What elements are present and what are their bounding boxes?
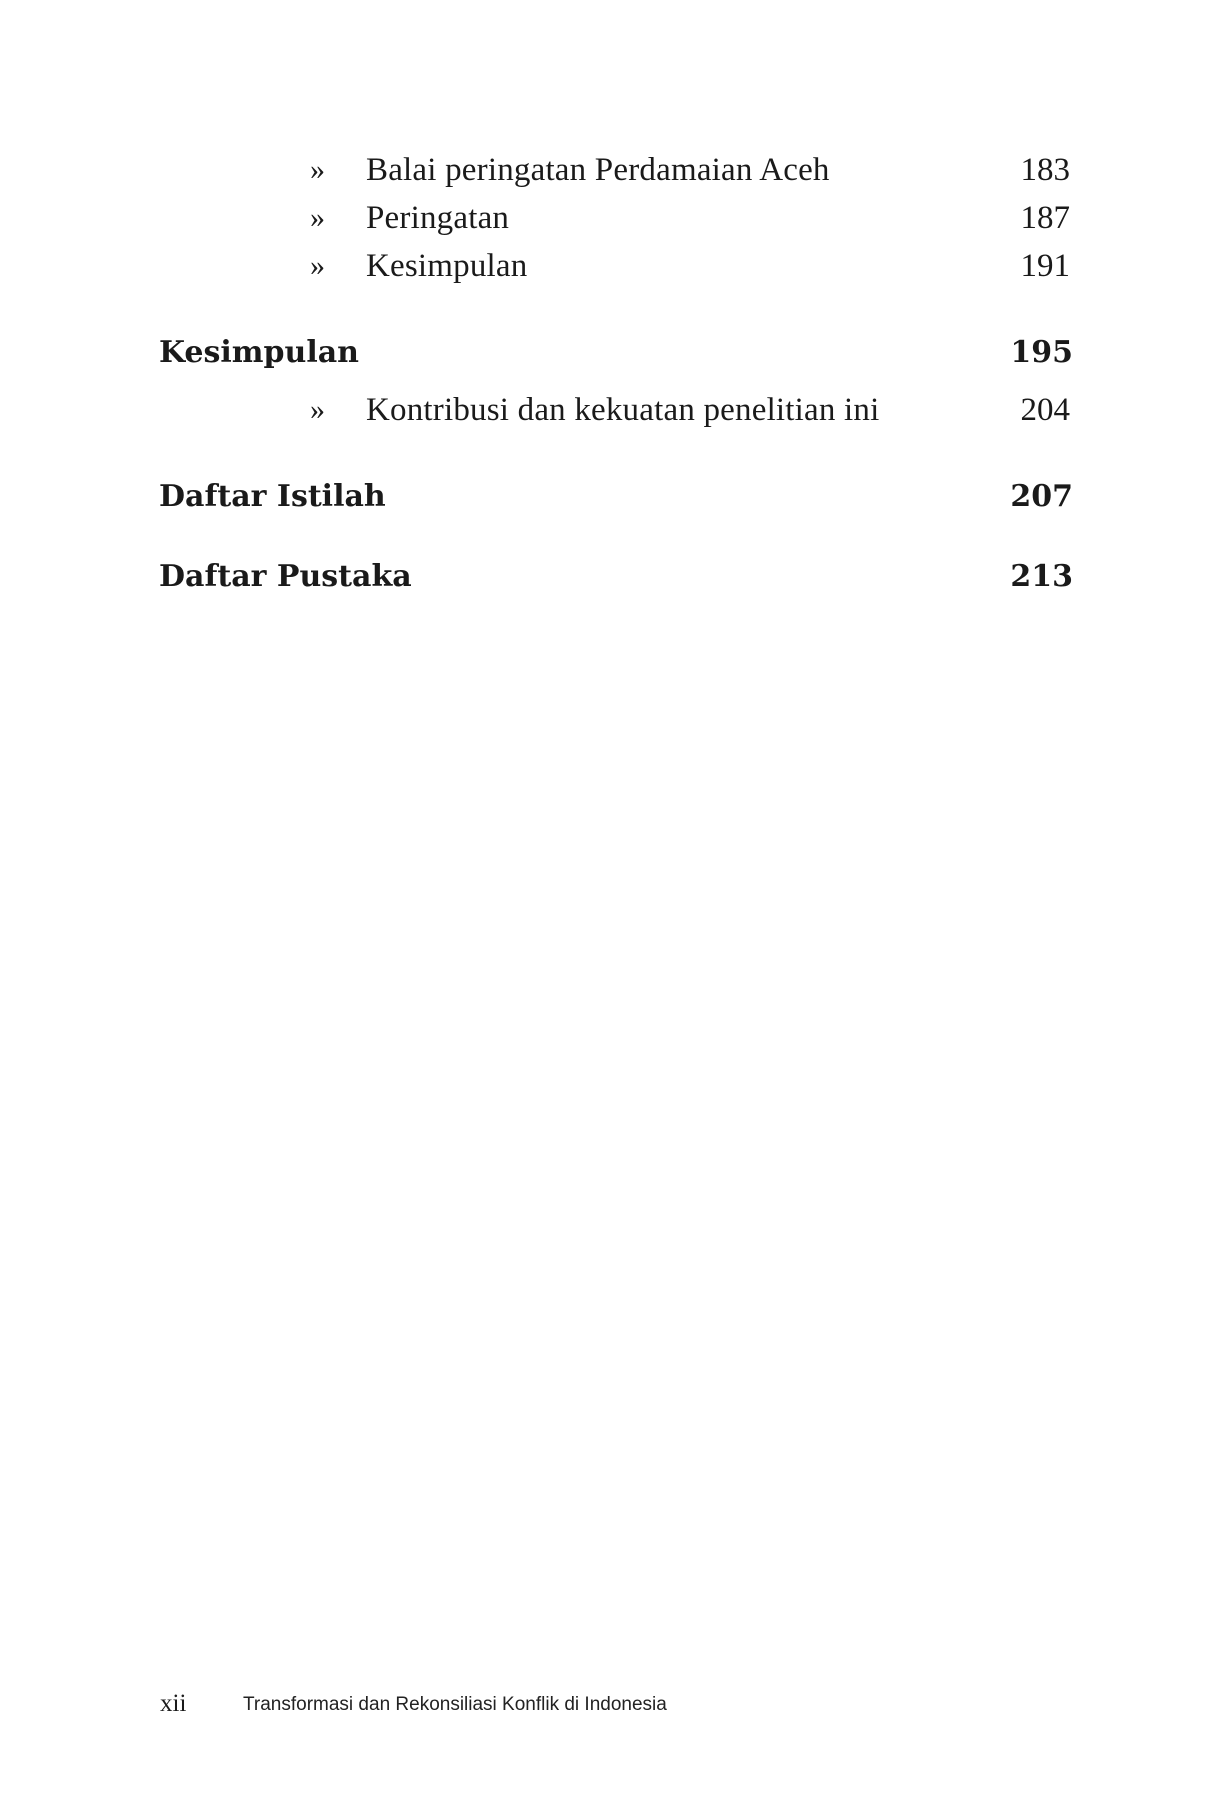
footer-book-title: Transformasi dan Rekonsiliasi Konflik di Indonesia [243, 1694, 667, 1715]
bullet-marker: » [310, 249, 325, 282]
bullet-marker: » [310, 153, 325, 186]
toc-entry-label: Kontribusi dan kekuatan penelitian ini [366, 392, 880, 428]
bullet-marker: » [310, 393, 325, 426]
toc-entry-label: Balai peringatan Perdamaian Aceh [366, 152, 830, 188]
toc-chapter-page-number: 213 [1010, 559, 1073, 594]
toc-chapter-label: Daftar Pustaka [159, 559, 412, 594]
toc-chapter-page-number: 195 [1010, 335, 1073, 370]
toc-entry-page-number: 183 [1020, 152, 1070, 188]
toc-chapter-page-number: 207 [1010, 479, 1073, 514]
toc-entry-page-number: 191 [1020, 248, 1070, 284]
toc-chapter-label: Kesimpulan [159, 335, 359, 370]
footer-page-number: xii [160, 1690, 187, 1717]
bullet-marker: » [310, 201, 325, 234]
toc-chapter-label: Daftar Istilah [159, 479, 386, 514]
toc-entry-page-number: 187 [1020, 200, 1070, 236]
toc-entry-label: Kesimpulan [366, 248, 528, 284]
toc-entry-page-number: 204 [1020, 392, 1070, 428]
toc-entry-label: Peringatan [366, 200, 510, 236]
